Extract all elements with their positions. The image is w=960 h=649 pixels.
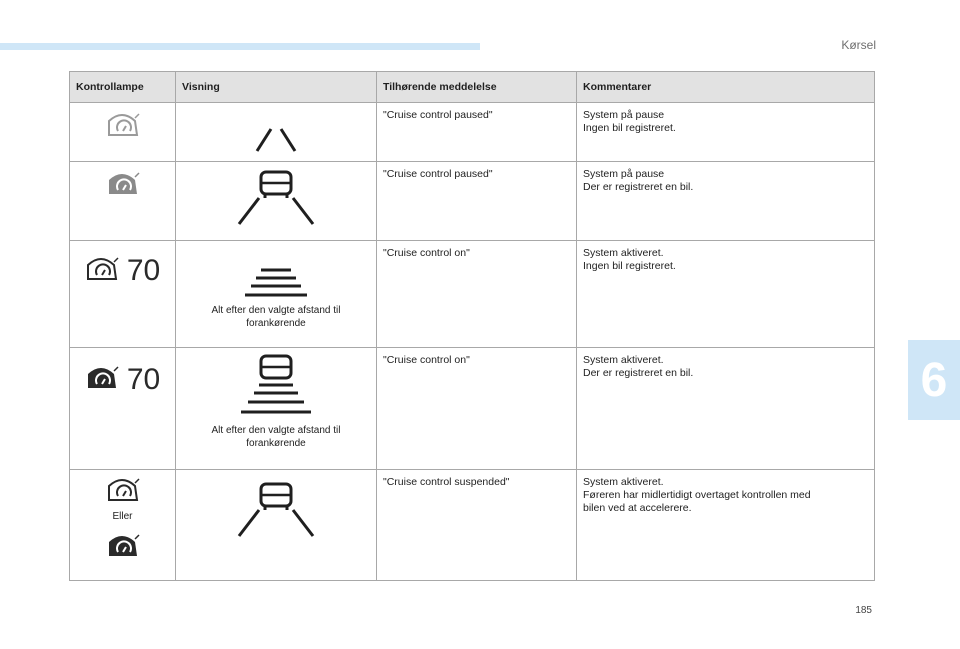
cruise-control-on-filled-icon xyxy=(85,364,119,395)
comment-line: Ingen bil registreret. xyxy=(583,122,676,134)
table-row xyxy=(70,103,875,162)
cruise-control-suspended-outline-icon xyxy=(106,476,140,507)
message-text: "Cruise control suspended" xyxy=(383,476,510,488)
display-cell xyxy=(176,103,377,162)
lamp-cell xyxy=(70,470,176,581)
comment-line: bilen ved at accelerere. xyxy=(583,502,692,514)
set-speed-value: 70 xyxy=(126,362,161,396)
chapter-tab: 6 xyxy=(908,340,960,420)
comment-cell xyxy=(577,162,875,241)
road-lanes-icon xyxy=(221,115,331,155)
comment-line: System aktiveret. xyxy=(583,247,664,259)
comment-cell xyxy=(577,470,875,581)
comment-line: Ingen bil registreret. xyxy=(583,260,676,272)
caption-line: Alt efter den valgte afstand til xyxy=(211,305,341,316)
comment-line: Føreren har midlertidigt overtaget kontrollen med xyxy=(583,489,811,501)
caption-line: Alt efter den valgte afstand til xyxy=(211,425,341,436)
table-row xyxy=(70,241,875,348)
column-header-meddelelse: Tilhørende meddelelse xyxy=(377,72,577,103)
message-text: "Cruise control paused" xyxy=(383,109,493,121)
message-cell xyxy=(377,241,577,348)
message-cell xyxy=(377,348,577,470)
road-vehicle-icon xyxy=(221,168,331,228)
message-cell xyxy=(377,470,577,581)
comment-line: System aktiveret. xyxy=(583,354,664,366)
distance-bars-vehicle-icon xyxy=(221,354,331,416)
column-header-kontrollampe: Kontrollampe xyxy=(70,72,176,103)
message-cell xyxy=(377,162,577,241)
column-header-visning: Visning xyxy=(176,72,377,103)
table-row xyxy=(70,162,875,241)
display-cell xyxy=(176,162,377,241)
comment-line: System på pause xyxy=(583,168,665,180)
section-title: Kørsel xyxy=(841,38,876,52)
message-text: "Cruise control on" xyxy=(383,354,470,366)
lamp-cell xyxy=(70,162,176,241)
top-accent-bar xyxy=(0,43,480,50)
cruise-control-on-outline-icon xyxy=(85,255,119,286)
display-cell xyxy=(176,348,377,470)
road-vehicle-icon xyxy=(221,480,331,540)
comment-line: System aktiveret. xyxy=(583,476,664,488)
page-number: 185 xyxy=(855,605,872,616)
cruise-control-paused-outline-icon xyxy=(106,111,140,142)
comment-line: Der er registreret en bil. xyxy=(583,181,694,193)
set-speed-value: 70 xyxy=(126,253,161,287)
or-label: Eller xyxy=(112,511,133,522)
caption-line: forankørende xyxy=(246,318,306,329)
comment-line: Der er registreret en bil. xyxy=(583,367,694,379)
table-row xyxy=(70,348,875,470)
display-caption xyxy=(182,424,370,450)
display-cell xyxy=(176,241,377,348)
cruise-control-suspended-filled-icon xyxy=(106,532,140,563)
lamp-cell xyxy=(70,348,176,470)
indicator-table xyxy=(69,71,875,581)
message-text: "Cruise control paused" xyxy=(383,168,493,180)
distance-bars-icon xyxy=(221,255,331,301)
lamp-cell xyxy=(70,103,176,162)
comment-cell xyxy=(577,103,875,162)
comment-line: System på pause xyxy=(583,109,665,121)
display-caption xyxy=(182,304,370,330)
comment-cell xyxy=(577,348,875,470)
message-text: "Cruise control on" xyxy=(383,247,470,259)
column-header-kommentarer: Kommentarer xyxy=(577,72,875,103)
table-row xyxy=(70,470,875,581)
cruise-control-paused-filled-icon xyxy=(106,170,140,201)
lamp-cell xyxy=(70,241,176,348)
comment-cell xyxy=(577,241,875,348)
display-cell xyxy=(176,470,377,581)
caption-line: forankørende xyxy=(246,438,306,449)
table-header-row xyxy=(70,72,875,103)
message-cell xyxy=(377,103,577,162)
